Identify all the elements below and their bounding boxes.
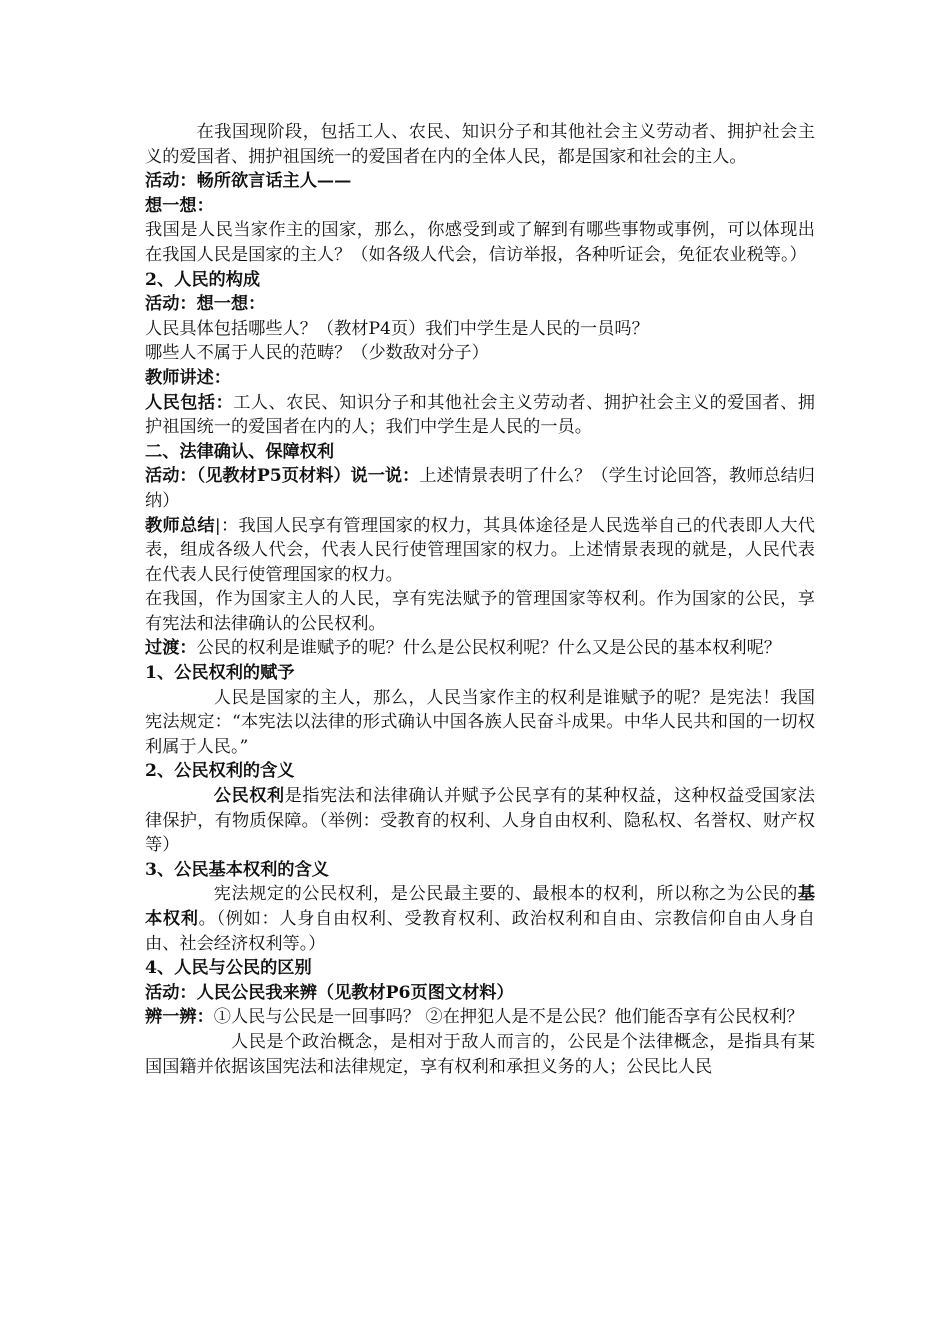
- paragraph-teacher-summary: [145, 514, 815, 588]
- text-activity-say: 上述情景表明了什么？（学生讨论回答，教师总结归纳）: [145, 466, 815, 511]
- text-people-include: 工人、农民、知识分子和其他社会主义劳动者、拥护社会主义的爱国者、拥护祖国统一的爱国者在内的人；我们中学生是人民的一员。: [145, 392, 815, 438]
- heading-activity-distinguish: 活动：人民公民我来辨（见教材P6页图文材料）: [145, 982, 514, 1003]
- label-teacher-summary: 教师总结: [145, 515, 215, 536]
- text-transition: 公民的权利是谁赋予的呢？什么是公民权利呢？什么又是公民的基本权利呢？: [196, 638, 781, 659]
- question-not-people: 哪些人不属于人民的范畴？（少数敌对分子）: [145, 343, 489, 364]
- heading-teacher-narration: 教师讲述：: [145, 367, 231, 388]
- paragraph-activity-say: [145, 464, 815, 513]
- paragraph-distinguish: [145, 1005, 815, 1030]
- paragraph-political-legal: 人民是个政治概念，是相对于敌人而言的，公民是个法律概念，是指具有某国国籍并依据该国宪法和法律规定，享有权利和承担义务的人；公民比人民: [145, 1031, 815, 1077]
- text-rights-definition: 是指宪法和法律确认并赋予公民享有的某种权益，这种权益受国家法律保护，有物质保障。（举例：受教育的权利、人身自由权利、隐私权、名誉权、财产权等）: [145, 786, 815, 856]
- heading-rights-meaning: 2、公民权利的含义: [145, 761, 295, 782]
- label-activity-say: 活动：（见教材P5页材料）说一说：: [145, 466, 420, 487]
- heading-people-vs-citizen: 4、人民与公民的区别: [145, 958, 312, 979]
- paragraph-people-include: [145, 391, 815, 440]
- heading-activity-think: 活动：想一想：: [145, 294, 266, 315]
- paragraph-transition: [145, 636, 815, 661]
- label-transition: 过渡：: [145, 638, 197, 659]
- label-basic-rights: 基本权利: [145, 884, 815, 929]
- heading-rights-granted: 1、公民权利的赋予: [145, 663, 295, 684]
- heading-activity-masters: 活动：畅所欲言话主人——: [145, 171, 352, 192]
- question-who-are-people: 人民具体包括哪些人？（教材P4页）我们中学生是人民的一员吗？: [145, 318, 649, 339]
- label-citizen-rights: 公民权利: [213, 786, 285, 807]
- text-basic-rights-b: 。（例如：人身自由权利、受教育权利、政治权利和自由、宗教信仰自由人身自由、社会经济权利等。）: [145, 909, 815, 954]
- heading-law-rights: 二、法律确认、保障权利: [145, 441, 335, 462]
- text-cursor: |: [214, 515, 221, 536]
- text-distinguish: ①人民与公民是一回事吗？ ②在押犯人是不是公民？他们能否享有公民权利？: [213, 1007, 804, 1028]
- text-basic-rights-a: 宪法规定的公民权利，是公民最主要的、最根本的权利，所以称之为公民的: [213, 884, 798, 905]
- heading-basic-rights: 3、公民基本权利的含义: [145, 859, 329, 880]
- paragraph-constitution: 人民是国家的主人，那么，人民当家作主的权利是谁赋予的呢？是宪法！我国宪法规定：“本宪法以法律的形式确认中国各族人民奋斗成果。中华人民共和国的一切权利属于人民。”: [145, 687, 815, 757]
- paragraph-basic-rights: [145, 882, 815, 956]
- paragraph-rights-definition: [145, 784, 815, 858]
- paragraph-citizen-rights: 在我国，作为国家主人的人民，享有宪法赋予的管理国家等权利。作为国家的公民，享有宪法和法律确认的公民权利。: [145, 589, 815, 634]
- document-body: [145, 120, 815, 1079]
- label-distinguish: 辨一辨：: [145, 1007, 214, 1028]
- paragraph-people-masters: 在我国现阶段，包括工人、农民、知识分子和其他社会主义劳动者、拥护社会主义的爱国者、拥护祖国统一的爱国者在内的全体人民，都是国家和社会的主人。: [145, 122, 815, 167]
- heading-people-composition: 2、人民的构成: [145, 269, 261, 290]
- text-teacher-summary: ：我国人民享有管理国家的权力，其具体途径是人民选举自己的代表即人大代表，组成各级人代会，代表人民行使管理国家的权力。上述情景表现的就是，人民代表在代表人民行使管理国家的权力。: [145, 515, 815, 585]
- label-people-include: 人民包括：: [145, 392, 234, 413]
- paragraph-examples: 我国是人民当家作主的国家，那么，你感受到或了解到有哪些事物或事例，可以体现出在我国人民是国家的主人？（如各级人代会，信访举报，各种听证会，免征农业税等。）: [145, 220, 815, 265]
- heading-think: 想一想：: [145, 195, 214, 216]
